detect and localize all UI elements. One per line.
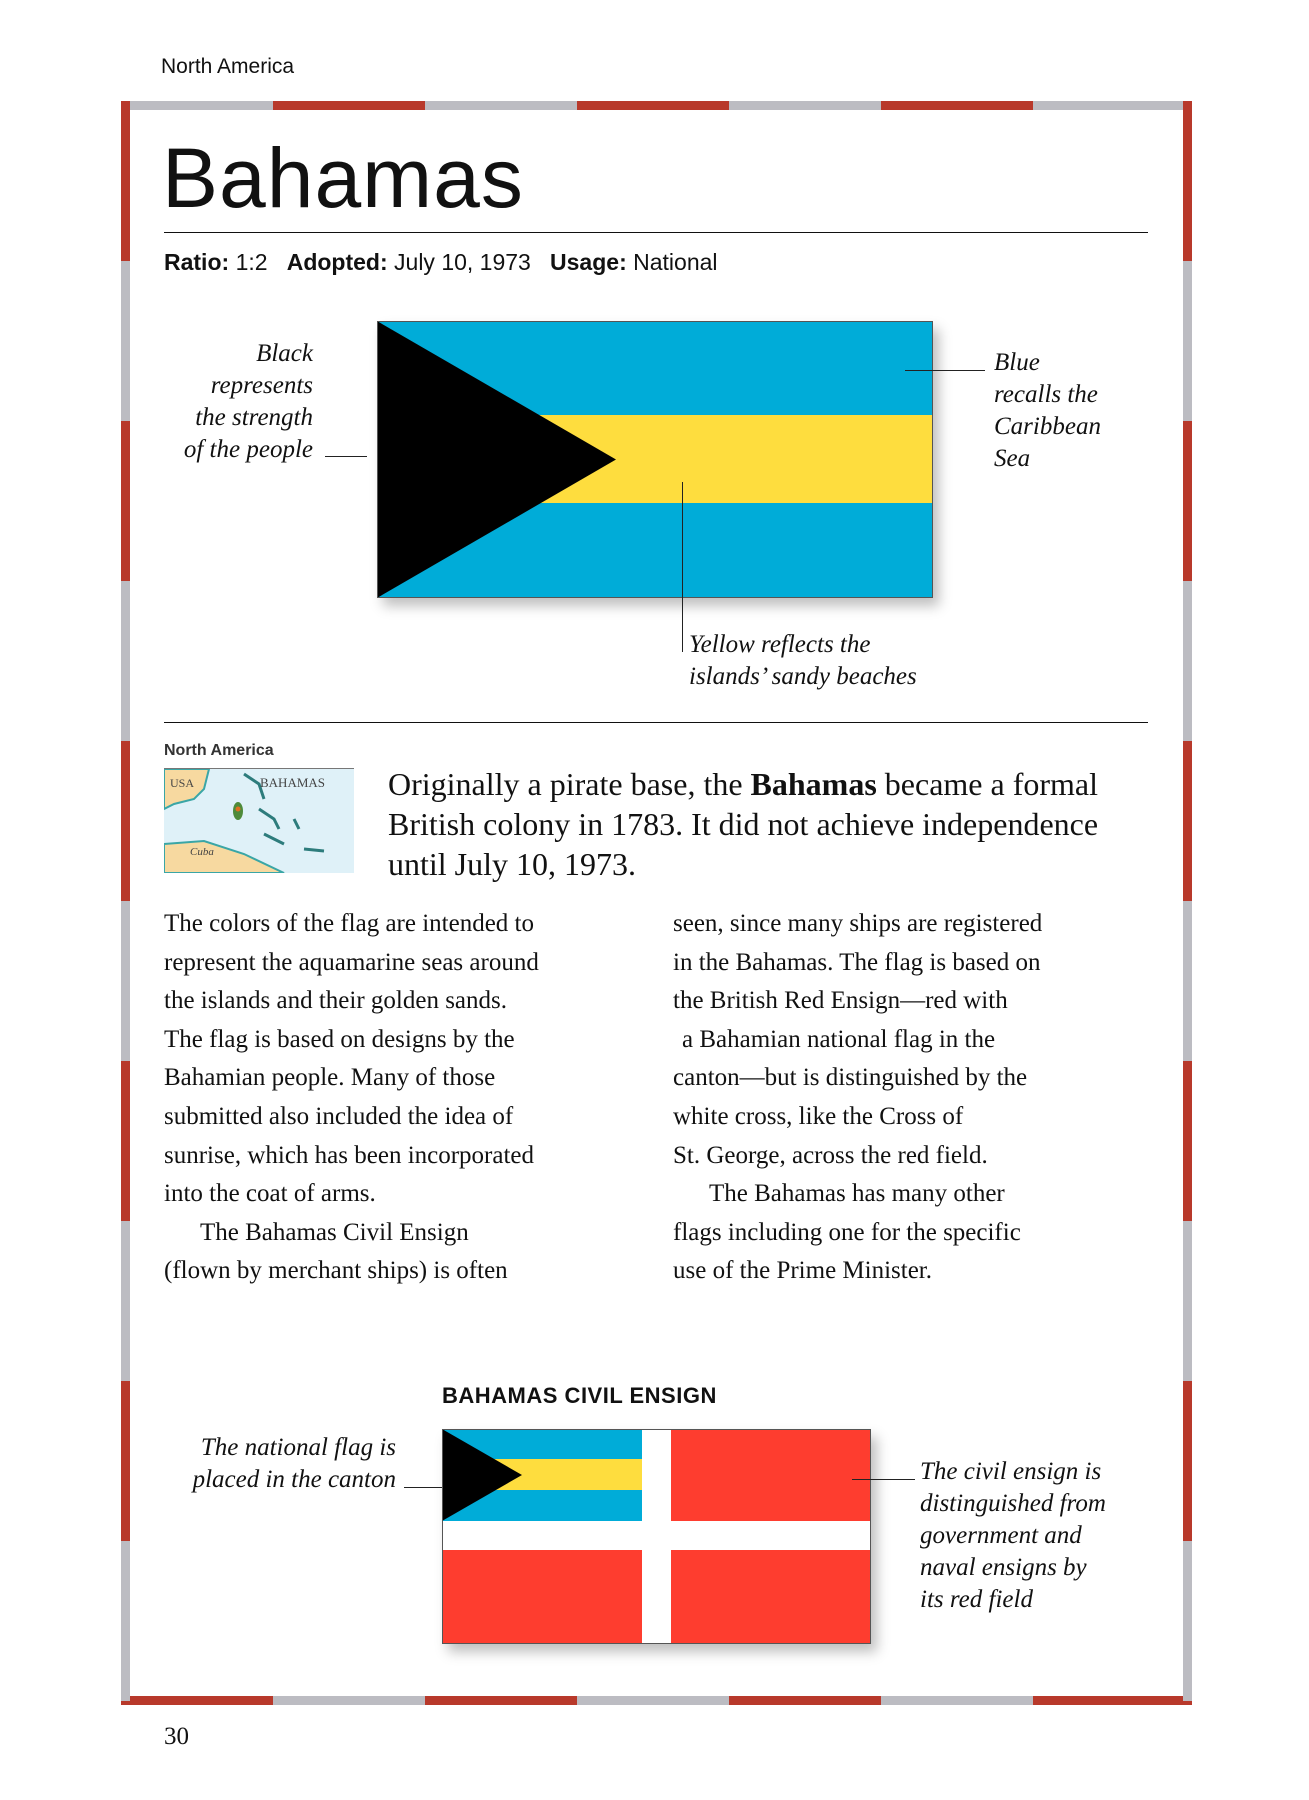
leader-line-canton	[404, 1487, 442, 1488]
caption-line: government and	[920, 1522, 1082, 1549]
section-header: North America	[161, 55, 295, 78]
title-rule	[164, 232, 1148, 233]
caption-yellow	[689, 629, 917, 693]
ensign-left-caption	[193, 1432, 396, 1496]
intro-text: Originally a pirate base, the	[388, 766, 751, 802]
caption-line: islands’ sandy beaches	[689, 663, 917, 690]
body-line: (flown by merchant ships) is often	[164, 1257, 508, 1285]
usage-value: National	[633, 249, 718, 275]
leader-line-red-field	[852, 1479, 915, 1480]
body-line: the British Red Ensign—red with	[673, 987, 1008, 1015]
caption-black	[184, 338, 313, 466]
map-region-label: North America	[164, 742, 274, 759]
intro-paragraph	[388, 764, 1108, 884]
body-line: The colors of the flag are intended to	[164, 910, 534, 937]
body-line: St. George, across the red field.	[673, 1141, 988, 1169]
map-label-usa: USA	[170, 776, 195, 790]
caption-line: Caribbean	[994, 413, 1101, 440]
locator-map	[164, 768, 354, 873]
caption-line: of the people	[183, 436, 313, 463]
body-line: white cross, like the Cross of	[673, 1102, 964, 1130]
usage-label: Usage:	[550, 249, 627, 275]
caption-line: Yellow reflects the	[689, 631, 871, 658]
caption-line: its red field	[920, 1586, 1033, 1613]
body-line: The Bahamas has many other	[709, 1180, 1005, 1208]
caption-blue	[994, 347, 1101, 475]
caption-line: the strength	[195, 404, 313, 431]
caption-line: Sea	[994, 445, 1031, 472]
bahamas-civil-ensign	[442, 1429, 871, 1644]
ensign-cross-horizontal	[442, 1521, 871, 1550]
body-line: sunrise, which has been incorporated	[164, 1141, 535, 1169]
body-column-right	[673, 905, 1153, 1291]
flag-meta	[164, 248, 718, 276]
body-line: represent the aquamarine seas around	[164, 948, 539, 976]
adopted-value: July 10, 1973	[394, 249, 531, 275]
caption-line: Black	[256, 340, 313, 367]
map-label-cuba: Cuba	[190, 846, 214, 858]
caption-line: placed in the canton	[192, 1466, 396, 1493]
intro-bold: Bahamas	[750, 766, 877, 802]
body-line: flags including one for the specific	[673, 1218, 1021, 1246]
leader-line-blue	[905, 370, 985, 371]
body-column-left	[164, 905, 644, 1291]
page-title: Bahamas	[162, 131, 524, 225]
page-border-top	[121, 101, 1192, 110]
body-line: The flag is based on designs by the	[164, 1025, 515, 1053]
body-line: The Bahamas Civil Ensign	[200, 1218, 469, 1246]
intro-text-rest: became a formal British colony in 1783. It did not achieve independence until July 10, 1973.	[388, 766, 1099, 882]
ratio-label: Ratio:	[164, 249, 230, 275]
body-line: seen, since many ships are registered	[673, 910, 1043, 937]
caption-line: Blue	[994, 349, 1040, 376]
caption-line: The national flag is	[200, 1434, 396, 1461]
body-line: canton—but is distinguished by the	[673, 1064, 1028, 1092]
body-line: submitted also included the idea of	[164, 1102, 514, 1130]
body-line: a Bahamian national flag in the	[682, 1025, 996, 1053]
ratio-value: 1:2	[235, 249, 268, 275]
page-border-bottom	[121, 1696, 1192, 1705]
page-number: 30	[164, 1723, 189, 1750]
ensign-right-caption	[920, 1456, 1106, 1616]
body-line: in the Bahamas. The flag is based on	[673, 948, 1041, 976]
ensign-heading: BAHAMAS CIVIL ENSIGN	[442, 1383, 717, 1408]
body-line: Bahamian people. Many of those	[164, 1064, 496, 1092]
body-line: into the coat of arms.	[164, 1180, 376, 1208]
leader-line-black	[325, 456, 367, 457]
caption-line: recalls the	[994, 381, 1098, 408]
page-border-left	[121, 101, 130, 1705]
map-label-bahamas: BAHAMAS	[260, 775, 326, 790]
leader-line-yellow	[682, 482, 683, 652]
adopted-label: Adopted:	[286, 249, 388, 275]
section-rule	[164, 722, 1148, 723]
bahamas-national-flag	[377, 321, 933, 598]
caption-line: represents	[210, 372, 313, 399]
body-line: the islands and their golden sands.	[164, 987, 507, 1015]
body-line: use of the Prime Minister.	[673, 1257, 932, 1285]
caption-line: distinguished from	[920, 1490, 1106, 1517]
page-border-right	[1183, 101, 1192, 1705]
caption-line: naval ensigns by	[920, 1554, 1087, 1581]
caption-line: The civil ensign is	[920, 1458, 1102, 1485]
